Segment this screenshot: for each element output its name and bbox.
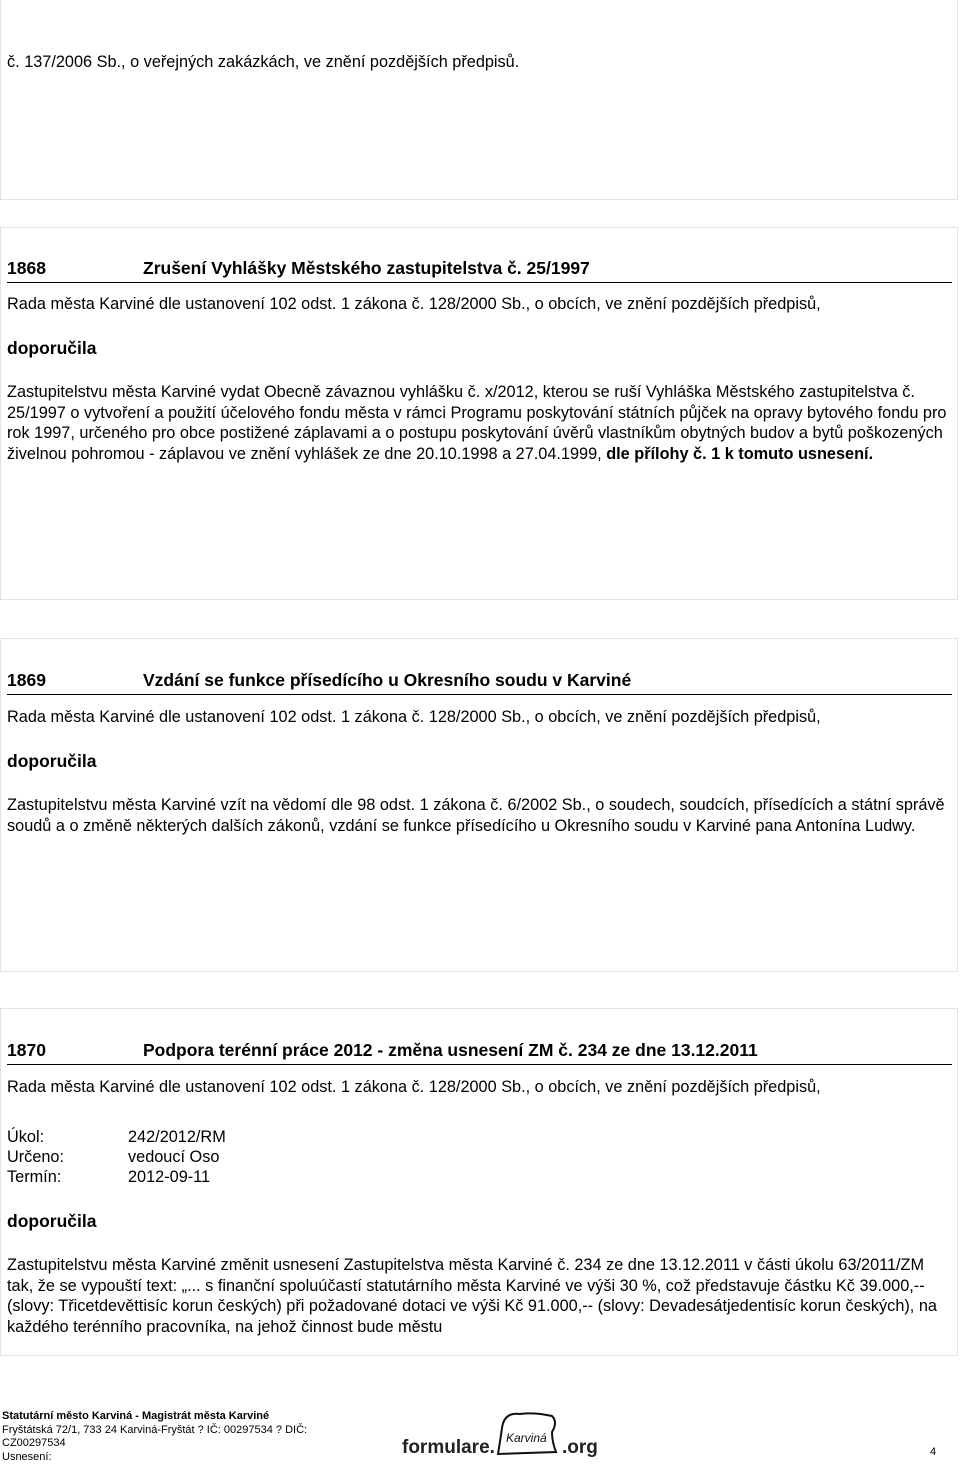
previous-section-box: [0, 0, 958, 200]
verb-recommended: doporučila: [7, 751, 96, 772]
resolution-body: Zastupitelstvu města Karviné změnit usnesení Zastupitelstva města Karviné č. 234 ze dne 13.12.2011 v části úkolu 63/2011/ZM tak, že se vypouští text: „... s finanční spoluúčastí statutárního města Karviné ve výši 30 %, což představuje částku Kč 39.000,-- (slovy: Třicetdevěttisíc korun českých) při požadované dotaci ve výši Kč 91.000,-- (slovy: Devadesátjedentisíc korun českých), na každého terénního pracovníka, na jehož činnost bude městu: [7, 1255, 952, 1337]
task-row: [7, 1147, 219, 1167]
resolution-header-1870: [7, 1040, 952, 1065]
legal-basis: Rada města Karviné dle ustanovení 102 odst. 1 zákona č. 128/2000 Sb., o obcích, ve znění pozdějších předpisů,: [7, 707, 821, 727]
resolution-body: Zastupitelstvu města Karviné vzít na vědomí dle 98 odst. 1 zákona č. 6/2002 Sb., o soudech, soudcích, přísedících a státní správě soudů a o změně některých dalších zákonů, vzdání se funkce přísedícího u Okresního soudu v Karviné pana Antonína Ludwy.: [7, 795, 952, 836]
task-row: [7, 1167, 210, 1187]
body-bold-text: dle přílohy č. 1 k tomuto usnesení.: [606, 445, 873, 463]
footer-org: Statutární město Karviná - Magistrát města Karviné: [2, 1410, 307, 1424]
task-value: 242/2012/RM: [128, 1128, 226, 1146]
footer-dic: CZ00297534: [2, 1437, 307, 1451]
resolution-title: Zrušení Vyhlášky Městského zastupitelstva č. 25/1997: [143, 258, 590, 279]
resolution-title: Podpora terénní práce 2012 - změna usnesení ZM č. 234 ze dne 13.12.2011: [143, 1040, 758, 1061]
verb-recommended: doporučila: [7, 338, 96, 359]
legal-basis: Rada města Karviné dle ustanovení 102 odst. 1 zákona č. 128/2000 Sb., o obcích, ve znění pozdějších předpisů,: [7, 294, 821, 314]
previous-section-text: č. 137/2006 Sb., o veřejných zakázkách, ve znění pozdějších předpisů.: [7, 52, 519, 72]
resolution-number: 1868: [7, 258, 46, 279]
verb-recommended: doporučila: [7, 1211, 96, 1232]
logo-mid: Karviná: [506, 1431, 547, 1445]
task-label: Úkol:: [7, 1127, 128, 1147]
task-value: vedoucí Oso: [128, 1148, 219, 1166]
resolution-header-1868: [7, 258, 952, 283]
resolution-body: [7, 382, 952, 464]
resolution-header-1869: [7, 670, 952, 695]
footer-address: [2, 1410, 307, 1464]
footer-cut: Usnesení:: [2, 1451, 307, 1464]
logo-right: .org: [562, 1437, 598, 1457]
legal-basis: Rada města Karviné dle ustanovení 102 odst. 1 zákona č. 128/2000 Sb., o obcích, ve znění pozdějších předpisů,: [7, 1077, 821, 1097]
footer-street: Fryštátská 72/1, 733 24 Karviná-Fryštát ? IČ: 00297534 ? DIČ:: [2, 1424, 307, 1438]
task-label: Termín:: [7, 1167, 128, 1187]
resolution-number: 1870: [7, 1040, 46, 1061]
resolution-number: 1869: [7, 670, 46, 691]
formulare-karvina-logo: [402, 1408, 614, 1457]
page-number: 4: [930, 1446, 936, 1458]
body-text: Zastupitelstvu města Karviné vydat Obecně závaznou vyhlášku č. x/2012, kterou se ruší Vyhláška Městského zastupitelstva č. 25/1997 o vytvoření a použití účelového fondu města v rámci Programu poskytování státních půjček na opravy bytového fondu pro rok 1997, určeného pro obce postižené záplavami a o postupu poskytování úvěrů vlastníkům obytných budov a bytů poškozených živelnou pohromou - záplavou ve znění vyhlášek ze dne 20.10.1998 a 27.04.1999,: [7, 383, 946, 463]
logo-left: formulare.: [402, 1437, 495, 1457]
task-label: Určeno:: [7, 1147, 128, 1167]
task-value: 2012-09-11: [128, 1168, 210, 1186]
task-row: [7, 1127, 226, 1147]
resolution-title: Vzdání se funkce přísedícího u Okresního soudu v Karviné: [143, 670, 631, 691]
